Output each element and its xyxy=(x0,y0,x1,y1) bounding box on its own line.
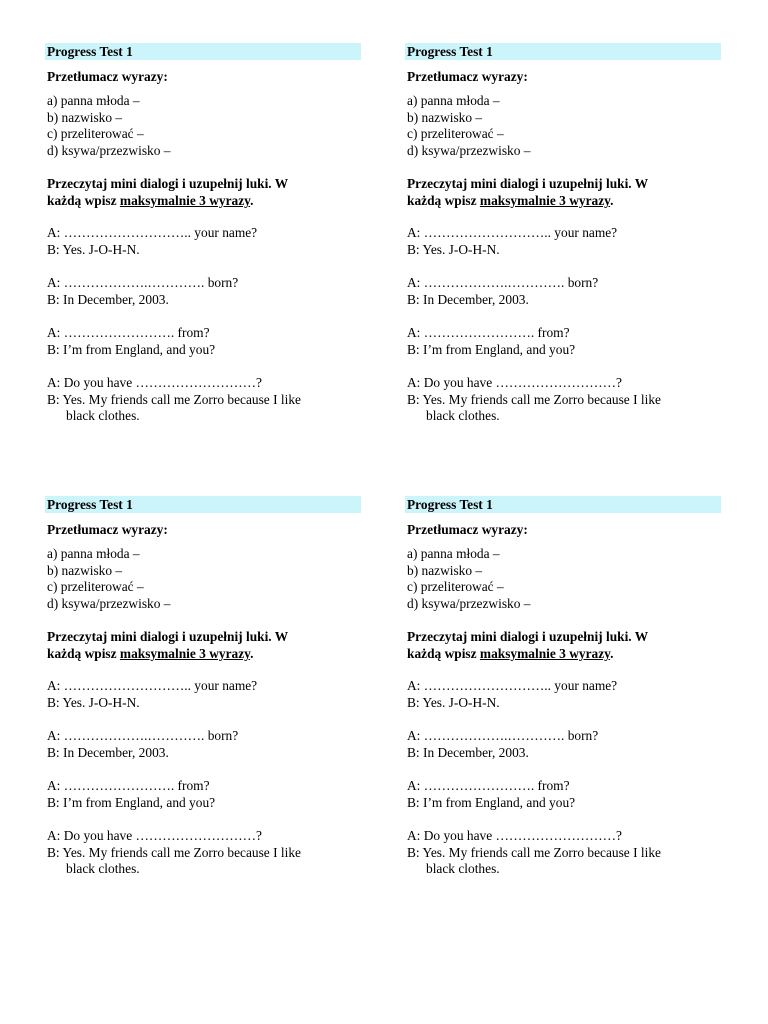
dialog-line-a: A: ……………………. from? xyxy=(47,778,210,793)
dialog-2 xyxy=(405,728,721,761)
test-title: Progress Test 1 xyxy=(45,496,361,513)
dialog-3 xyxy=(45,778,361,811)
dialog-1 xyxy=(45,678,361,711)
dialog-line-b: B: I’m from England, and you? xyxy=(407,794,576,810)
word-list xyxy=(45,93,361,159)
dialog-line-a: A: Do you have ………………………? xyxy=(407,828,622,843)
dialog-line-b: B: In December, 2003. xyxy=(47,744,169,760)
word-list xyxy=(405,93,721,159)
dialog-line-a: A: ……………….…………. born? xyxy=(47,275,239,290)
test-card-bottom-right xyxy=(405,496,721,878)
dialog-line-b: B: In December, 2003. xyxy=(407,291,529,307)
dialog-line-b: B: Yes. J-O-H-N. xyxy=(47,694,140,710)
dialog-line-b-continued: black clothes. xyxy=(66,408,140,423)
dialog-1 xyxy=(405,225,721,258)
dialog-instruction xyxy=(45,175,361,209)
word-item: d) ksywa/przezwisko – xyxy=(47,142,171,158)
dialog-2 xyxy=(45,728,361,761)
test-card-top-left xyxy=(45,43,361,425)
test-title: Progress Test 1 xyxy=(405,496,721,513)
dialog-line-b: B: Yes. J-O-H-N. xyxy=(407,694,500,710)
instruction-prefix: każdą wpisz xyxy=(47,193,120,208)
instruction-emphasis: maksymalnie 3 wyrazy xyxy=(479,646,611,661)
instruction-line-1: Przeczytaj mini dialogi i uzupełnij luki. W xyxy=(407,629,649,644)
dialog-3 xyxy=(405,325,721,358)
dialog-line-b: B: Yes. My friends call me Zorro because I like xyxy=(407,391,661,407)
word-item: c) przeliterować – xyxy=(407,126,504,141)
dialog-line-a: A: ……………………….. your name? xyxy=(407,678,618,693)
dialog-line-b-continued: black clothes. xyxy=(426,408,500,423)
dialog-line-b: B: Yes. My friends call me Zorro because I like xyxy=(47,391,301,407)
instruction-suffix: . xyxy=(610,193,614,208)
instruction-prefix: każdą wpisz xyxy=(407,646,480,661)
instruction-line-2 xyxy=(407,645,721,662)
dialog-3 xyxy=(405,778,721,811)
instruction-emphasis: maksymalnie 3 wyrazy xyxy=(119,646,251,661)
dialog-line-a: A: ……………………….. your name? xyxy=(407,225,618,240)
word-item: a) panna młoda – xyxy=(407,93,500,108)
dialog-line-a: A: Do you have ………………………? xyxy=(47,375,262,390)
test-title: Progress Test 1 xyxy=(45,43,361,60)
dialog-4 xyxy=(405,375,721,425)
dialog-line-a: A: ……………………. from? xyxy=(47,325,210,340)
dialog-2 xyxy=(405,275,721,308)
dialog-line-b: B: Yes. My friends call me Zorro because I like xyxy=(407,844,661,860)
word-item: b) nazwisko – xyxy=(47,562,123,578)
dialog-instruction xyxy=(405,628,721,662)
translate-heading: Przetłumacz wyrazy: xyxy=(407,522,528,537)
dialog-line-a: A: ……………………. from? xyxy=(407,778,570,793)
translate-heading: Przetłumacz wyrazy: xyxy=(47,522,168,537)
word-item: d) ksywa/przezwisko – xyxy=(407,595,531,611)
instruction-suffix: . xyxy=(610,646,614,661)
translate-heading: Przetłumacz wyrazy: xyxy=(47,69,168,84)
dialog-1 xyxy=(405,678,721,711)
dialog-4 xyxy=(45,828,361,878)
test-card-top-right xyxy=(405,43,721,425)
test-title: Progress Test 1 xyxy=(405,43,721,60)
instruction-prefix: każdą wpisz xyxy=(47,646,120,661)
word-item: d) ksywa/przezwisko – xyxy=(47,595,171,611)
word-item: c) przeliterować – xyxy=(47,126,144,141)
dialog-line-b: B: In December, 2003. xyxy=(407,744,529,760)
word-list xyxy=(405,546,721,612)
dialog-1 xyxy=(45,225,361,258)
dialog-line-a: A: ……………….…………. born? xyxy=(47,728,239,743)
test-card-bottom-left xyxy=(45,496,361,878)
dialog-line-b: B: I’m from England, and you? xyxy=(407,341,576,357)
dialog-line-b: B: I’m from England, and you? xyxy=(47,341,216,357)
word-item: c) przeliterować – xyxy=(407,579,504,594)
dialog-3 xyxy=(45,325,361,358)
dialog-4 xyxy=(405,828,721,878)
instruction-emphasis: maksymalnie 3 wyrazy xyxy=(119,193,251,208)
dialog-instruction xyxy=(45,628,361,662)
instruction-line-2 xyxy=(47,192,361,209)
instruction-suffix: . xyxy=(250,193,254,208)
word-item: d) ksywa/przezwisko – xyxy=(407,142,531,158)
word-item: b) nazwisko – xyxy=(47,109,123,125)
word-item: a) panna młoda – xyxy=(47,93,140,108)
dialog-line-a: A: ……………………….. your name? xyxy=(47,225,258,240)
instruction-line-2 xyxy=(407,192,721,209)
dialog-line-a: A: ……………………….. your name? xyxy=(47,678,258,693)
word-item: b) nazwisko – xyxy=(407,109,483,125)
dialog-line-b: B: Yes. J-O-H-N. xyxy=(47,241,140,257)
dialog-line-a: A: Do you have ………………………? xyxy=(407,375,622,390)
instruction-line-1: Przeczytaj mini dialogi i uzupełnij luki. W xyxy=(407,176,649,191)
instruction-prefix: każdą wpisz xyxy=(407,193,480,208)
instruction-line-1: Przeczytaj mini dialogi i uzupełnij luki. W xyxy=(47,176,289,191)
word-item: a) panna młoda – xyxy=(47,546,140,561)
instruction-line-2 xyxy=(47,645,361,662)
dialog-4 xyxy=(45,375,361,425)
dialog-2 xyxy=(45,275,361,308)
dialog-line-a: A: ……………….…………. born? xyxy=(407,728,599,743)
dialog-line-a: A: ……………….…………. born? xyxy=(407,275,599,290)
dialog-line-b: B: Yes. J-O-H-N. xyxy=(407,241,500,257)
dialog-line-b: B: In December, 2003. xyxy=(47,291,169,307)
dialog-line-b-continued: black clothes. xyxy=(426,861,500,876)
dialog-line-b: B: I’m from England, and you? xyxy=(47,794,216,810)
dialog-line-a: A: Do you have ………………………? xyxy=(47,828,262,843)
instruction-emphasis: maksymalnie 3 wyrazy xyxy=(479,193,611,208)
word-item: a) panna młoda – xyxy=(407,546,500,561)
dialog-line-b-continued: black clothes. xyxy=(66,861,140,876)
dialog-line-a: A: ……………………. from? xyxy=(407,325,570,340)
dialog-line-b: B: Yes. My friends call me Zorro because I like xyxy=(47,844,301,860)
instruction-suffix: . xyxy=(250,646,254,661)
word-item: c) przeliterować – xyxy=(47,579,144,594)
translate-heading: Przetłumacz wyrazy: xyxy=(407,69,528,84)
instruction-line-1: Przeczytaj mini dialogi i uzupełnij luki. W xyxy=(47,629,289,644)
word-list xyxy=(45,546,361,612)
word-item: b) nazwisko – xyxy=(407,562,483,578)
dialog-instruction xyxy=(405,175,721,209)
